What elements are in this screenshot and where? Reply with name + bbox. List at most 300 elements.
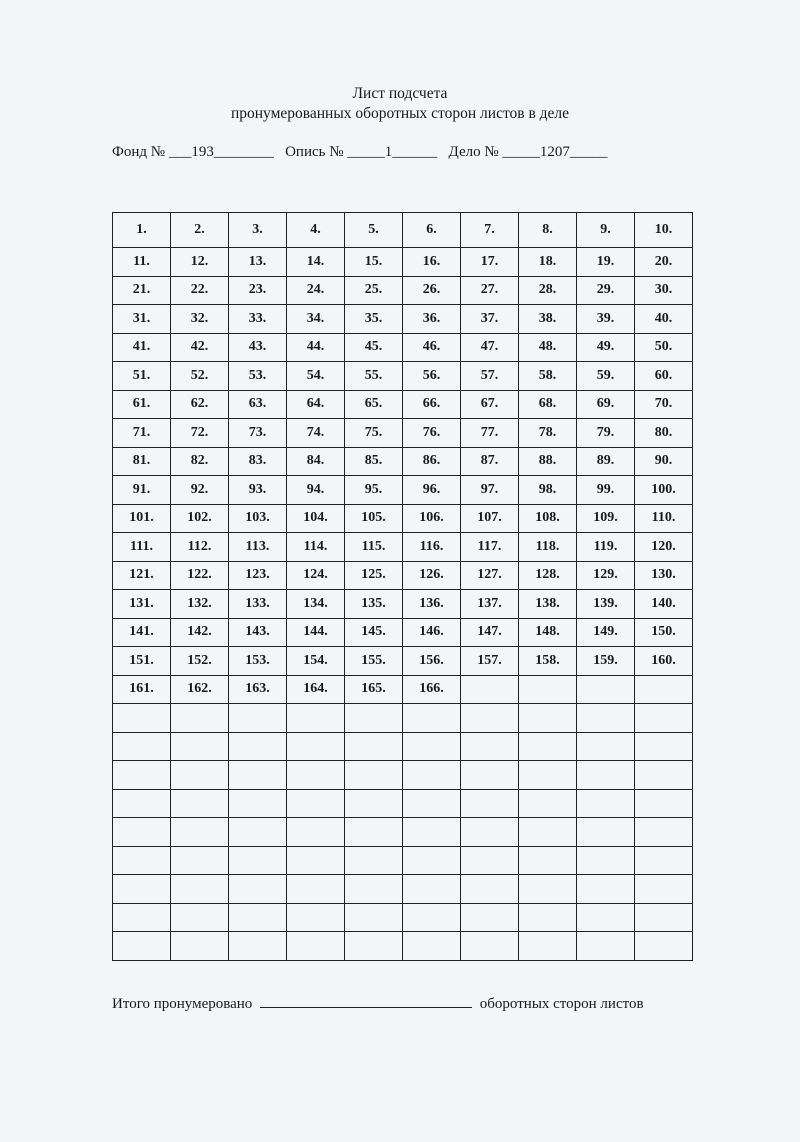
grid-cell: 151. xyxy=(113,647,171,676)
grid-row xyxy=(113,447,693,476)
grid-cell xyxy=(403,761,461,790)
grid-cell xyxy=(403,903,461,932)
grid-cell: 29. xyxy=(577,276,635,305)
grid-row xyxy=(113,618,693,647)
grid-cell: 140. xyxy=(635,590,693,619)
grid-cell xyxy=(345,704,403,733)
grid-cell xyxy=(229,903,287,932)
grid-cell xyxy=(171,932,229,961)
grid-cell xyxy=(229,761,287,790)
grid-cell xyxy=(461,846,519,875)
grid-cell: 34. xyxy=(287,305,345,334)
fond-label: Фонд № xyxy=(112,144,166,160)
grid-cell: 123. xyxy=(229,561,287,590)
grid-cell: 90. xyxy=(635,447,693,476)
grid-row xyxy=(113,789,693,818)
grid-cell: 96. xyxy=(403,476,461,505)
grid-cell: 156. xyxy=(403,647,461,676)
grid-cell: 8. xyxy=(519,213,577,248)
grid-cell: 64. xyxy=(287,390,345,419)
grid-cell: 57. xyxy=(461,362,519,391)
grid-cell: 16. xyxy=(403,248,461,277)
grid-cell: 116. xyxy=(403,533,461,562)
grid-row xyxy=(113,761,693,790)
grid-cell: 142. xyxy=(171,618,229,647)
grid-cell: 131. xyxy=(113,590,171,619)
grid-cell: 74. xyxy=(287,419,345,448)
grid-cell: 10. xyxy=(635,213,693,248)
grid-cell: 95. xyxy=(345,476,403,505)
grid-cell xyxy=(229,818,287,847)
title-line-1: Лист подсчета xyxy=(352,85,448,102)
grid-cell xyxy=(519,932,577,961)
grid-cell: 124. xyxy=(287,561,345,590)
grid-cell xyxy=(461,875,519,904)
grid-cell: 19. xyxy=(577,248,635,277)
grid-cell: 159. xyxy=(577,647,635,676)
grid-cell: 98. xyxy=(519,476,577,505)
grid-cell: 28. xyxy=(519,276,577,305)
case-meta: Фонд № ___193________ Опись № _____1______ Дело № _____1207_____ xyxy=(112,144,608,160)
grid-cell: 162. xyxy=(171,675,229,704)
grid-cell xyxy=(287,761,345,790)
grid-cell xyxy=(461,818,519,847)
grid-row xyxy=(113,419,693,448)
grid-row xyxy=(113,846,693,875)
grid-cell: 68. xyxy=(519,390,577,419)
grid-cell xyxy=(577,789,635,818)
grid-cell xyxy=(635,761,693,790)
grid-cell: 166. xyxy=(403,675,461,704)
grid-cell xyxy=(635,675,693,704)
grid-cell: 21. xyxy=(113,276,171,305)
grid-cell: 157. xyxy=(461,647,519,676)
grid-cell xyxy=(461,732,519,761)
grid-cell: 79. xyxy=(577,419,635,448)
grid-row xyxy=(113,732,693,761)
grid-cell: 110. xyxy=(635,504,693,533)
grid-cell xyxy=(635,732,693,761)
grid-cell xyxy=(229,875,287,904)
grid-cell: 13. xyxy=(229,248,287,277)
grid-cell: 14. xyxy=(287,248,345,277)
grid-cell xyxy=(171,903,229,932)
grid-cell xyxy=(171,704,229,733)
grid-cell xyxy=(345,875,403,904)
grid-cell: 45. xyxy=(345,333,403,362)
total-prefix: Итого пронумеровано xyxy=(112,996,253,1012)
delo-label: Дело № xyxy=(448,144,499,160)
grid-cell xyxy=(287,789,345,818)
grid-cell xyxy=(577,704,635,733)
grid-cell: 118. xyxy=(519,533,577,562)
grid-cell: 11. xyxy=(113,248,171,277)
grid-cell xyxy=(113,932,171,961)
grid-cell: 121. xyxy=(113,561,171,590)
grid-cell: 158. xyxy=(519,647,577,676)
grid-row xyxy=(113,533,693,562)
grid-cell xyxy=(287,818,345,847)
grid-cell: 35. xyxy=(345,305,403,334)
grid-cell: 48. xyxy=(519,333,577,362)
grid-cell xyxy=(519,675,577,704)
grid-cell: 117. xyxy=(461,533,519,562)
document-title xyxy=(0,84,800,124)
grid-cell xyxy=(113,704,171,733)
grid-cell: 41. xyxy=(113,333,171,362)
grid-cell xyxy=(577,875,635,904)
grid-row xyxy=(113,248,693,277)
grid-cell: 56. xyxy=(403,362,461,391)
grid-cell xyxy=(635,903,693,932)
grid-cell: 136. xyxy=(403,590,461,619)
grid-cell xyxy=(403,846,461,875)
grid-cell: 25. xyxy=(345,276,403,305)
grid-cell: 153. xyxy=(229,647,287,676)
grid-cell: 52. xyxy=(171,362,229,391)
grid-cell: 69. xyxy=(577,390,635,419)
grid-cell: 129. xyxy=(577,561,635,590)
grid-cell: 113. xyxy=(229,533,287,562)
grid-cell: 9. xyxy=(577,213,635,248)
grid-cell xyxy=(345,846,403,875)
grid-cell: 146. xyxy=(403,618,461,647)
grid-cell: 86. xyxy=(403,447,461,476)
grid-row xyxy=(113,875,693,904)
grid-cell xyxy=(519,704,577,733)
grid-cell: 128. xyxy=(519,561,577,590)
grid-cell xyxy=(113,761,171,790)
grid-cell: 161. xyxy=(113,675,171,704)
grid-cell: 32. xyxy=(171,305,229,334)
grid-cell: 18. xyxy=(519,248,577,277)
grid-cell xyxy=(403,875,461,904)
grid-cell: 104. xyxy=(287,504,345,533)
delo-value: 1207 xyxy=(539,144,570,160)
grid-cell xyxy=(519,846,577,875)
grid-cell: 60. xyxy=(635,362,693,391)
grid-cell: 152. xyxy=(171,647,229,676)
grid-cell: 114. xyxy=(287,533,345,562)
grid-cell xyxy=(461,761,519,790)
grid-cell: 145. xyxy=(345,618,403,647)
opis-label: Опись № xyxy=(285,144,344,160)
grid-row xyxy=(113,276,693,305)
grid-cell: 141. xyxy=(113,618,171,647)
grid-cell: 76. xyxy=(403,419,461,448)
grid-row xyxy=(113,504,693,533)
grid-cell: 83. xyxy=(229,447,287,476)
grid-cell: 100. xyxy=(635,476,693,505)
grid-cell xyxy=(287,932,345,961)
grid-cell: 119. xyxy=(577,533,635,562)
grid-cell: 78. xyxy=(519,419,577,448)
grid-cell: 107. xyxy=(461,504,519,533)
grid-cell: 7. xyxy=(461,213,519,248)
grid-cell xyxy=(345,789,403,818)
grid-cell: 80. xyxy=(635,419,693,448)
grid-cell: 135. xyxy=(345,590,403,619)
grid-cell: 133. xyxy=(229,590,287,619)
total-line xyxy=(112,996,644,1013)
grid-cell xyxy=(171,761,229,790)
grid-cell xyxy=(577,846,635,875)
grid-row xyxy=(113,362,693,391)
grid-cell: 58. xyxy=(519,362,577,391)
grid-cell xyxy=(577,818,635,847)
grid-cell: 163. xyxy=(229,675,287,704)
grid-cell xyxy=(403,732,461,761)
grid-cell xyxy=(171,818,229,847)
grid-cell xyxy=(461,789,519,818)
grid-cell: 42. xyxy=(171,333,229,362)
grid-cell xyxy=(345,932,403,961)
grid-cell: 4. xyxy=(287,213,345,248)
grid-cell: 24. xyxy=(287,276,345,305)
grid-cell: 73. xyxy=(229,419,287,448)
grid-cell: 39. xyxy=(577,305,635,334)
grid-cell xyxy=(519,732,577,761)
grid-cell xyxy=(519,903,577,932)
grid-cell: 17. xyxy=(461,248,519,277)
grid-cell xyxy=(345,761,403,790)
grid-cell xyxy=(345,903,403,932)
grid-cell: 82. xyxy=(171,447,229,476)
grid-cell: 154. xyxy=(287,647,345,676)
grid-cell: 138. xyxy=(519,590,577,619)
fond-value: 193 xyxy=(191,144,214,160)
grid-cell xyxy=(229,732,287,761)
grid-cell: 43. xyxy=(229,333,287,362)
grid-cell: 3. xyxy=(229,213,287,248)
grid-cell xyxy=(519,818,577,847)
grid-cell: 36. xyxy=(403,305,461,334)
grid-cell xyxy=(345,818,403,847)
grid-cell xyxy=(577,932,635,961)
grid-cell: 93. xyxy=(229,476,287,505)
grid-cell: 46. xyxy=(403,333,461,362)
grid-cell: 148. xyxy=(519,618,577,647)
grid-cell: 87. xyxy=(461,447,519,476)
grid-cell: 144. xyxy=(287,618,345,647)
total-blank xyxy=(260,1006,472,1008)
grid-cell xyxy=(635,875,693,904)
grid-cell xyxy=(461,704,519,733)
grid-cell xyxy=(577,732,635,761)
grid-row xyxy=(113,818,693,847)
grid-cell xyxy=(403,932,461,961)
grid-cell xyxy=(113,846,171,875)
grid-cell: 125. xyxy=(345,561,403,590)
grid-cell xyxy=(171,789,229,818)
grid-cell xyxy=(461,932,519,961)
grid-cell xyxy=(519,875,577,904)
grid-cell: 77. xyxy=(461,419,519,448)
grid-cell xyxy=(635,932,693,961)
grid-cell: 88. xyxy=(519,447,577,476)
grid-cell: 160. xyxy=(635,647,693,676)
grid-cell: 127. xyxy=(461,561,519,590)
grid-cell xyxy=(113,903,171,932)
grid-cell: 50. xyxy=(635,333,693,362)
grid-cell xyxy=(113,875,171,904)
grid-row xyxy=(113,476,693,505)
grid-cell xyxy=(577,903,635,932)
grid-row xyxy=(113,704,693,733)
grid-cell: 150. xyxy=(635,618,693,647)
grid-cell: 91. xyxy=(113,476,171,505)
grid-cell xyxy=(519,789,577,818)
grid-cell: 109. xyxy=(577,504,635,533)
grid-cell: 106. xyxy=(403,504,461,533)
grid-cell xyxy=(113,789,171,818)
grid-cell: 15. xyxy=(345,248,403,277)
grid-cell: 70. xyxy=(635,390,693,419)
grid-cell xyxy=(403,818,461,847)
grid-cell xyxy=(577,761,635,790)
grid-cell: 65. xyxy=(345,390,403,419)
grid-cell: 137. xyxy=(461,590,519,619)
grid-cell: 49. xyxy=(577,333,635,362)
grid-cell: 115. xyxy=(345,533,403,562)
grid-cell xyxy=(635,818,693,847)
grid-row xyxy=(113,675,693,704)
grid-cell xyxy=(345,732,403,761)
grid-cell: 120. xyxy=(635,533,693,562)
grid-cell: 103. xyxy=(229,504,287,533)
grid-cell: 75. xyxy=(345,419,403,448)
grid-cell xyxy=(287,903,345,932)
grid-cell: 62. xyxy=(171,390,229,419)
grid-cell xyxy=(287,846,345,875)
grid-cell: 164. xyxy=(287,675,345,704)
grid-cell: 71. xyxy=(113,419,171,448)
grid-cell: 122. xyxy=(171,561,229,590)
grid-row xyxy=(113,390,693,419)
grid-cell: 126. xyxy=(403,561,461,590)
grid-cell: 6. xyxy=(403,213,461,248)
grid-cell: 108. xyxy=(519,504,577,533)
grid-cell xyxy=(229,704,287,733)
grid-cell: 12. xyxy=(171,248,229,277)
grid-cell: 97. xyxy=(461,476,519,505)
grid-cell: 99. xyxy=(577,476,635,505)
grid-cell xyxy=(403,704,461,733)
grid-cell xyxy=(635,704,693,733)
grid-cell xyxy=(113,818,171,847)
opis-value: 1 xyxy=(384,144,393,160)
grid-cell xyxy=(403,789,461,818)
grid-cell xyxy=(461,675,519,704)
total-suffix: оборотных сторон листов xyxy=(479,996,644,1012)
grid-cell: 155. xyxy=(345,647,403,676)
grid-cell: 59. xyxy=(577,362,635,391)
grid-cell: 44. xyxy=(287,333,345,362)
grid-cell: 102. xyxy=(171,504,229,533)
grid-cell: 81. xyxy=(113,447,171,476)
grid-cell: 27. xyxy=(461,276,519,305)
grid-cell: 22. xyxy=(171,276,229,305)
grid-cell xyxy=(287,875,345,904)
title-line-2: пронумерованных оборотных сторон листов в деле xyxy=(230,105,570,122)
grid-cell: 53. xyxy=(229,362,287,391)
grid-cell: 63. xyxy=(229,390,287,419)
grid-row xyxy=(113,903,693,932)
grid-cell: 143. xyxy=(229,618,287,647)
grid-cell: 55. xyxy=(345,362,403,391)
grid-cell: 61. xyxy=(113,390,171,419)
grid-cell: 47. xyxy=(461,333,519,362)
grid-cell: 23. xyxy=(229,276,287,305)
grid-cell xyxy=(461,903,519,932)
grid-cell: 66. xyxy=(403,390,461,419)
grid-cell xyxy=(287,732,345,761)
grid-cell: 134. xyxy=(287,590,345,619)
grid-cell xyxy=(577,675,635,704)
grid-cell: 84. xyxy=(287,447,345,476)
grid-cell xyxy=(171,875,229,904)
grid-cell: 139. xyxy=(577,590,635,619)
grid-cell xyxy=(635,789,693,818)
grid-cell: 105. xyxy=(345,504,403,533)
grid-cell: 94. xyxy=(287,476,345,505)
grid-cell: 149. xyxy=(577,618,635,647)
grid-cell: 85. xyxy=(345,447,403,476)
grid-cell: 1. xyxy=(113,213,171,248)
grid-row xyxy=(113,305,693,334)
grid-cell: 51. xyxy=(113,362,171,391)
grid-cell xyxy=(287,704,345,733)
grid-cell: 111. xyxy=(113,533,171,562)
grid-cell: 101. xyxy=(113,504,171,533)
grid-row xyxy=(113,333,693,362)
grid-cell xyxy=(171,732,229,761)
grid-cell: 132. xyxy=(171,590,229,619)
grid-cell: 31. xyxy=(113,305,171,334)
grid-cell: 26. xyxy=(403,276,461,305)
grid-cell xyxy=(519,761,577,790)
grid-cell: 2. xyxy=(171,213,229,248)
grid-cell: 30. xyxy=(635,276,693,305)
grid-cell: 54. xyxy=(287,362,345,391)
grid-row xyxy=(113,213,693,248)
grid-cell: 37. xyxy=(461,305,519,334)
grid-cell: 89. xyxy=(577,447,635,476)
grid-cell xyxy=(229,932,287,961)
grid-cell: 20. xyxy=(635,248,693,277)
grid-body xyxy=(113,213,693,961)
grid-cell: 5. xyxy=(345,213,403,248)
grid-cell xyxy=(171,846,229,875)
grid-cell: 112. xyxy=(171,533,229,562)
grid-cell: 130. xyxy=(635,561,693,590)
grid-row xyxy=(113,590,693,619)
grid-cell: 33. xyxy=(229,305,287,334)
grid-cell xyxy=(229,789,287,818)
grid-row xyxy=(113,561,693,590)
grid-cell: 72. xyxy=(171,419,229,448)
grid-cell xyxy=(635,846,693,875)
grid-cell: 165. xyxy=(345,675,403,704)
grid-cell xyxy=(229,846,287,875)
grid-cell: 92. xyxy=(171,476,229,505)
grid-cell: 67. xyxy=(461,390,519,419)
grid-cell xyxy=(113,732,171,761)
grid-row xyxy=(113,932,693,961)
grid-cell: 147. xyxy=(461,618,519,647)
grid-row xyxy=(113,647,693,676)
grid-cell: 40. xyxy=(635,305,693,334)
